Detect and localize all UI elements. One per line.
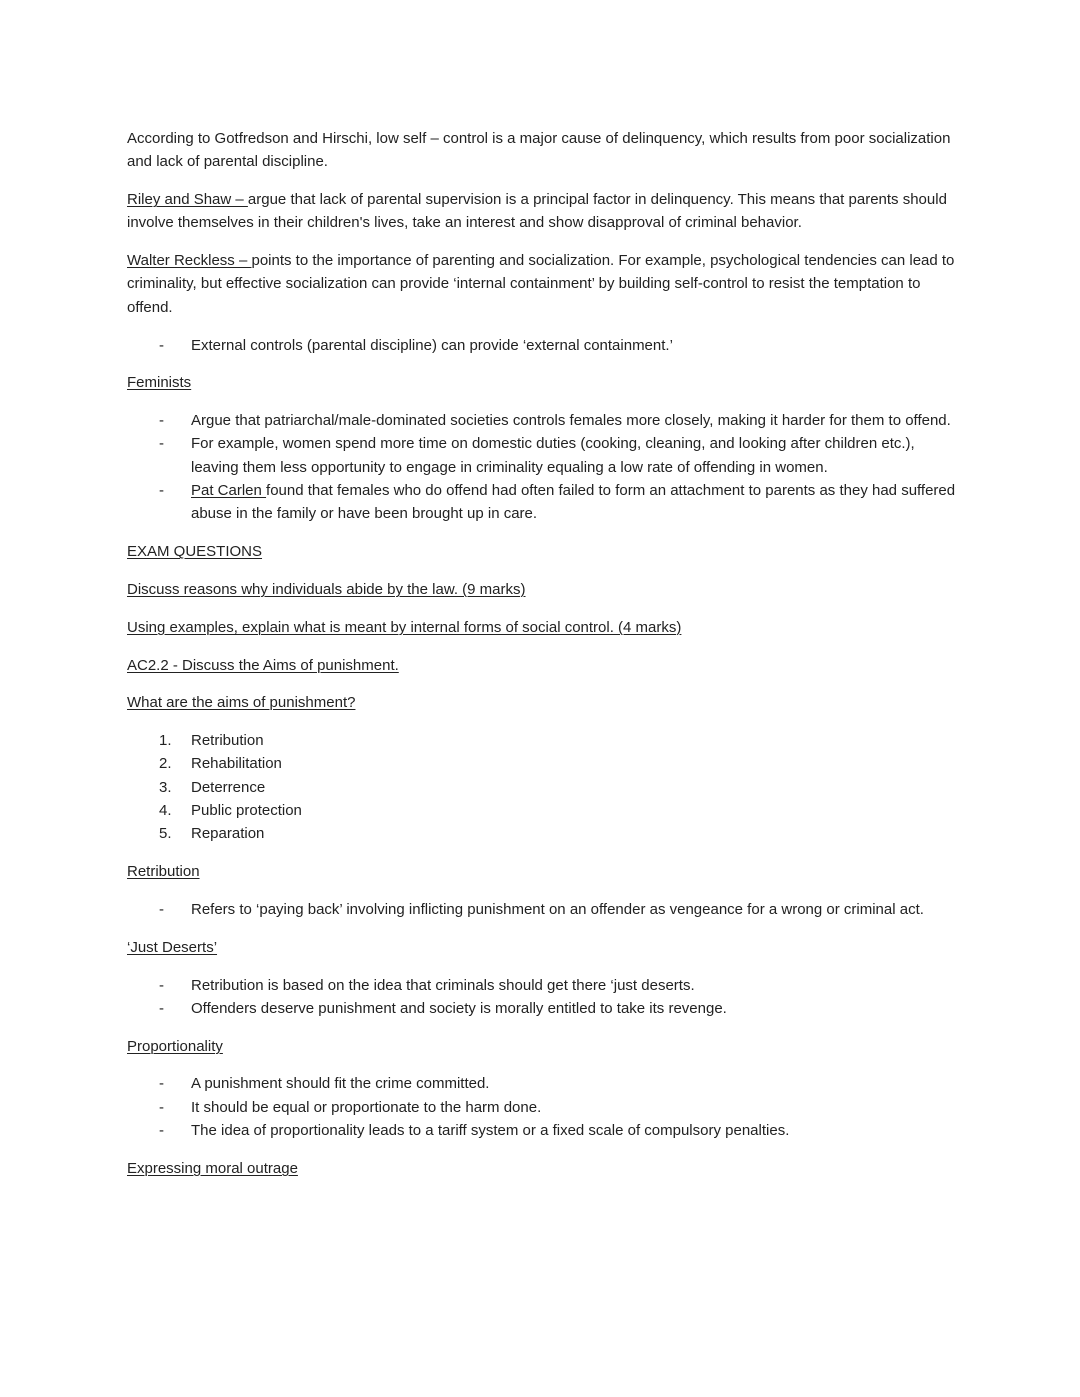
feminists-list [127,409,957,525]
feminists-heading: Feminists [127,374,192,392]
list-item: - The idea of proportionality leads to a tariff system or a fixed scale of compulsory penalties. [127,1119,957,1142]
list-item: 4. Public protection [159,802,302,820]
list-item: - Argue that patriarchal/male-dominated societies controls females more closely, making it harder for them to offend. [127,409,957,432]
list-item: - Refers to ‘paying back’ involving inflicting punishment on an offender as vengeance for a wrong or criminal act. [127,898,957,921]
list-item: - External controls (parental discipline) can provide ‘external containment.’ [127,334,957,357]
exam-question-2: Using examples, explain what is meant by internal forms of social control. (4 marks) [127,618,682,636]
riley-shaw-text: argue that lack of parental supervision is a principal factor in delinquency. This means that parents should involve themselves in their children's lives, take an interest and show disapproval of criminal behavior. [127,191,947,232]
proportionality-list [127,1072,957,1142]
pat-carlen-name: Pat Carlen [191,482,267,500]
exam-questions-heading: EXAM QUESTIONS [127,543,263,561]
list-item: 3. Deterrence [159,778,266,796]
list-item: - For example, women spend more time on domestic duties (cooking, cleaning, and looking after children etc.), leaving them less opportunity to engage in criminality equaling a low rate of offending in women. [127,432,957,479]
just-deserts-list [127,974,957,1021]
list-item: - Retribution is based on the idea that criminals should get there ‘just deserts. [127,974,957,997]
aims-list [127,729,957,845]
document-body [127,127,957,1195]
riley-shaw-paragraph [127,188,957,235]
aims-question: What are the aims of punishment? [127,694,356,712]
list-item: 2. Rehabilitation [159,755,282,773]
ac22-heading: AC2.2 - Discuss the Aims of punishment. [127,656,399,674]
list-item: - It should be equal or proportionate to the harm done. [127,1096,957,1119]
walter-reckless-name: Walter Reckless – [127,252,252,270]
list-item: 5. Reparation [159,825,265,843]
list-item: 1. Retribution [159,732,264,750]
walter-reckless-paragraph [127,249,957,319]
list-item: - A punishment should fit the crime committed. [127,1072,957,1095]
moral-outrage-heading: Expressing moral outrage [127,1159,298,1177]
riley-shaw-name: Riley and Shaw – [127,191,248,209]
just-deserts-heading: ‘Just Deserts’ [127,938,218,956]
walter-reckless-text: points to the importance of parenting and socialization. For example, psychological tendencies can lead to criminality, but effective socialization can provide ‘internal containment’ by building self-control to resist the temptation to offend. [127,252,955,316]
list-item: - Offenders deserve punishment and society is morally entitled to take its revenge. [127,997,957,1020]
retribution-heading: Retribution [127,863,200,881]
exam-question-1: Discuss reasons why individuals abide by the law. (9 marks) [127,580,526,598]
list-item [127,479,957,526]
gotfredson-paragraph: According to Gotfredson and Hirschi, low self – control is a major cause of delinquency, which results from poor socialization and lack of parental discipline. [127,130,951,171]
pat-carlen-text: found that females who do offend had often failed to form an attachment to parents as they had suffered abuse in the family or have been brought up in care. [191,482,956,523]
retribution-list [127,898,957,921]
proportionality-heading: Proportionality [127,1037,223,1055]
external-controls-list [127,334,957,357]
